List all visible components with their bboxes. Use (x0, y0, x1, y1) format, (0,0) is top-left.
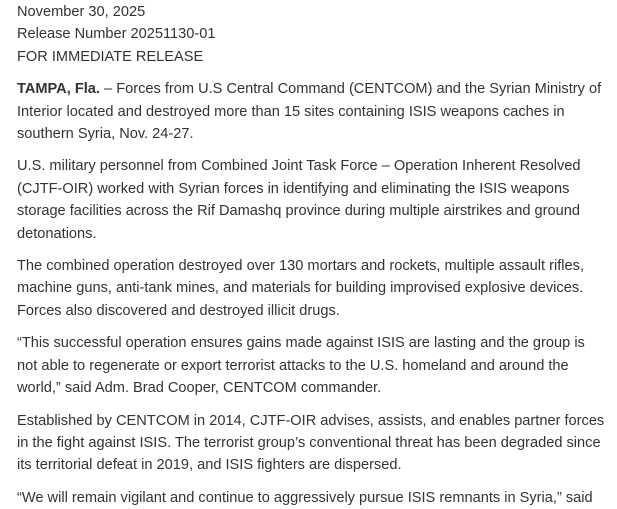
dateline: TAMPA, Fla. (17, 81, 100, 98)
paragraph-5: Established by CENTCOM in 2014, CJTF-OIR advises, assists, and enables partner forces in the fight against ISIS. The terrorist group’s conventional threat has been degraded since its territorial defeat in 2019, and ISIS fighters are dispersed. (17, 412, 605, 474)
release-number: Release Number 20251130-01 (17, 26, 216, 43)
release-date: November 30, 2025 (17, 4, 146, 20)
paragraph-4: “This successful operation ensures gains made against ISIS are lasting and the group is not able to regenerate or export terrorist attacks to the U.S. homeland and around the world,” said Adm. Brad Cooper, CENTCOM commander. (17, 335, 585, 397)
paragraph-1 (17, 78, 607, 145)
paragraph-2: U.S. military personnel from Combined Joint Task Force – Operation Inherent Resolved (CJTF-OIR) worked with Syrian forces in identifying and eliminating the ISIS weapons storage facilities across the Rif Damashq province during multiple airstrikes and ground detonations. (17, 158, 581, 242)
paragraph-1-text: – Forces from U.S Central Command (CENTCOM) and the Syrian Ministry of Interior located and destroyed more than 15 sites containing ISIS weapons caches in southern Syria, Nov. 24-27. (17, 81, 602, 143)
paragraph-3: The combined operation destroyed over 130 mortars and rockets, multiple assault rifles, machine guns, anti-tank mines, and materials for building improvised explosive devices. Forces also discovered and destroyed illicit drugs. (17, 258, 585, 319)
release-type: FOR IMMEDIATE RELEASE (17, 48, 204, 65)
paragraph-6: “We will remain vigilant and continue to aggressively pursue ISIS remnants in Syria,” said (17, 489, 593, 506)
